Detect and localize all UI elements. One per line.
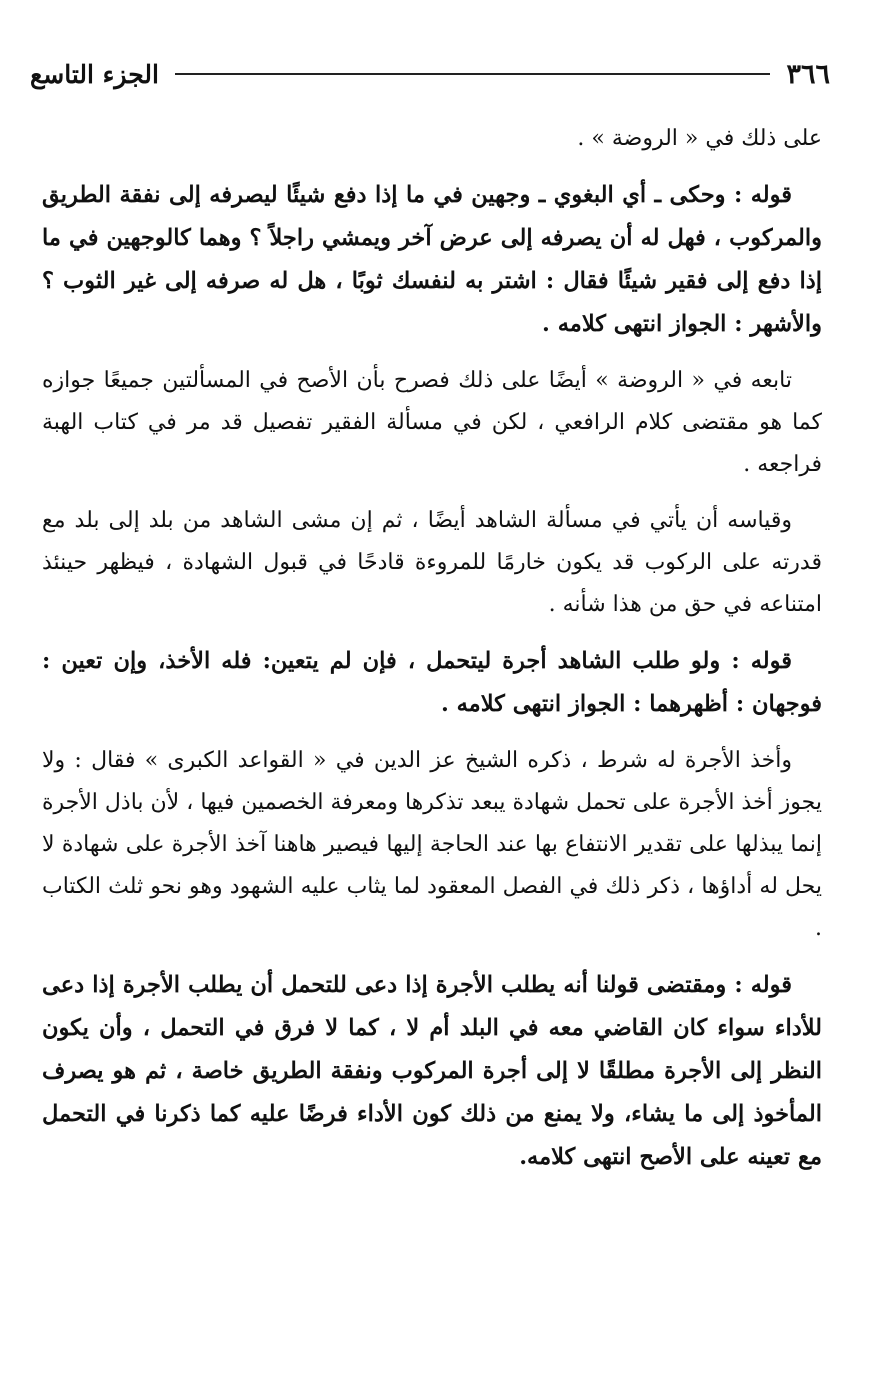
quoted-statement: قوله : ولو طلب الشاهد أجرة ليتحمل ، فإن لم يتعين: فله الأخذ، وإن تعين : فوجهان : أظهرهما : الجواز انتهى كلامه . bbox=[42, 648, 822, 717]
page-header bbox=[30, 52, 830, 96]
commentary-paragraph: تابعه في « الروضة » أيضًا على ذلك فصرح بأن الأصح في المسألتين جميعًا جوازه كما هو مقتضى كلام الرافعي ، لكن في مسألة الفقير تفصيل قد مر في كتاب الهبة فراجعه . bbox=[42, 368, 822, 477]
commentary-paragraph: وقياسه أن يأتي في مسألة الشاهد أيضًا ، ثم إن مشى الشاهد من بلد إلى بلد مع قدرته على الركوب قد يكون خارمًا للمروءة قادحًا في قبول الشهادة ، فيظهر حينئذ امتناعه في حق من هذا شأنه . bbox=[42, 508, 822, 617]
page-body bbox=[42, 118, 822, 1193]
header-rule bbox=[175, 73, 771, 75]
running-title: الجزء التاسع bbox=[30, 59, 159, 89]
commentary-paragraph: وأخذ الأجرة له شرط ، ذكره الشيخ عز الدين في « القواعد الكبرى » فقال : ولا يجوز أخذ الأجرة على تحمل شهادة يبعد تذكرها ومعرفة الخصمين فيها ، لأن باذل الأجرة إنما يبذلها على تقدير الانتفاع بها عند الحاجة إليها فيصير هاهنا آخذ الأجرة على شهادة لا يحل له أداؤها ، ذكر ذلك في الفصل المعقود لما يثاب عليه الشهود وهو نحو ثلث الكتاب . bbox=[42, 748, 822, 941]
quoted-statement: قوله : وحكى ـ أي البغوي ـ وجهين في ما إذا دفع شيئًا ليصرفه إلى نفقة الطريق والمركوب ، فهل له أن يصرفه إلى عرض آخر ويمشي راجلاً ؟ وهما كالوجهين في ما إذا دفع إلى فقير شيئًا فقال : اشتر به لنفسك ثوبًا ، هل له صرفه إلى غير الثوب ؟ والأشهر : الجواز انتهى كلامه . bbox=[42, 182, 822, 337]
page-number: ٣٦٦ bbox=[786, 58, 830, 90]
paragraph-continuation: على ذلك في « الروضة » . bbox=[577, 126, 822, 151]
quoted-statement: قوله : ومقتضى قولنا أنه يطلب الأجرة إذا دعى للتحمل أن يطلب الأجرة إذا دعى للأداء سواء كان القاضي معه في البلد أم لا ، كما لا فرق في التحمل ، وأن يكون النظر إلى الأجرة مطلقًا لا إلى أجرة المركوب ونفقة الطريق خاصة ، ثم هو يصرف المأخوذ إلى ما يشاء، ولا يمنع من ذلك كون الأداء فرضًا عليه كما ذكرنا في التحمل مع تعينه على الأصح انتهى كلامه. bbox=[42, 972, 822, 1170]
